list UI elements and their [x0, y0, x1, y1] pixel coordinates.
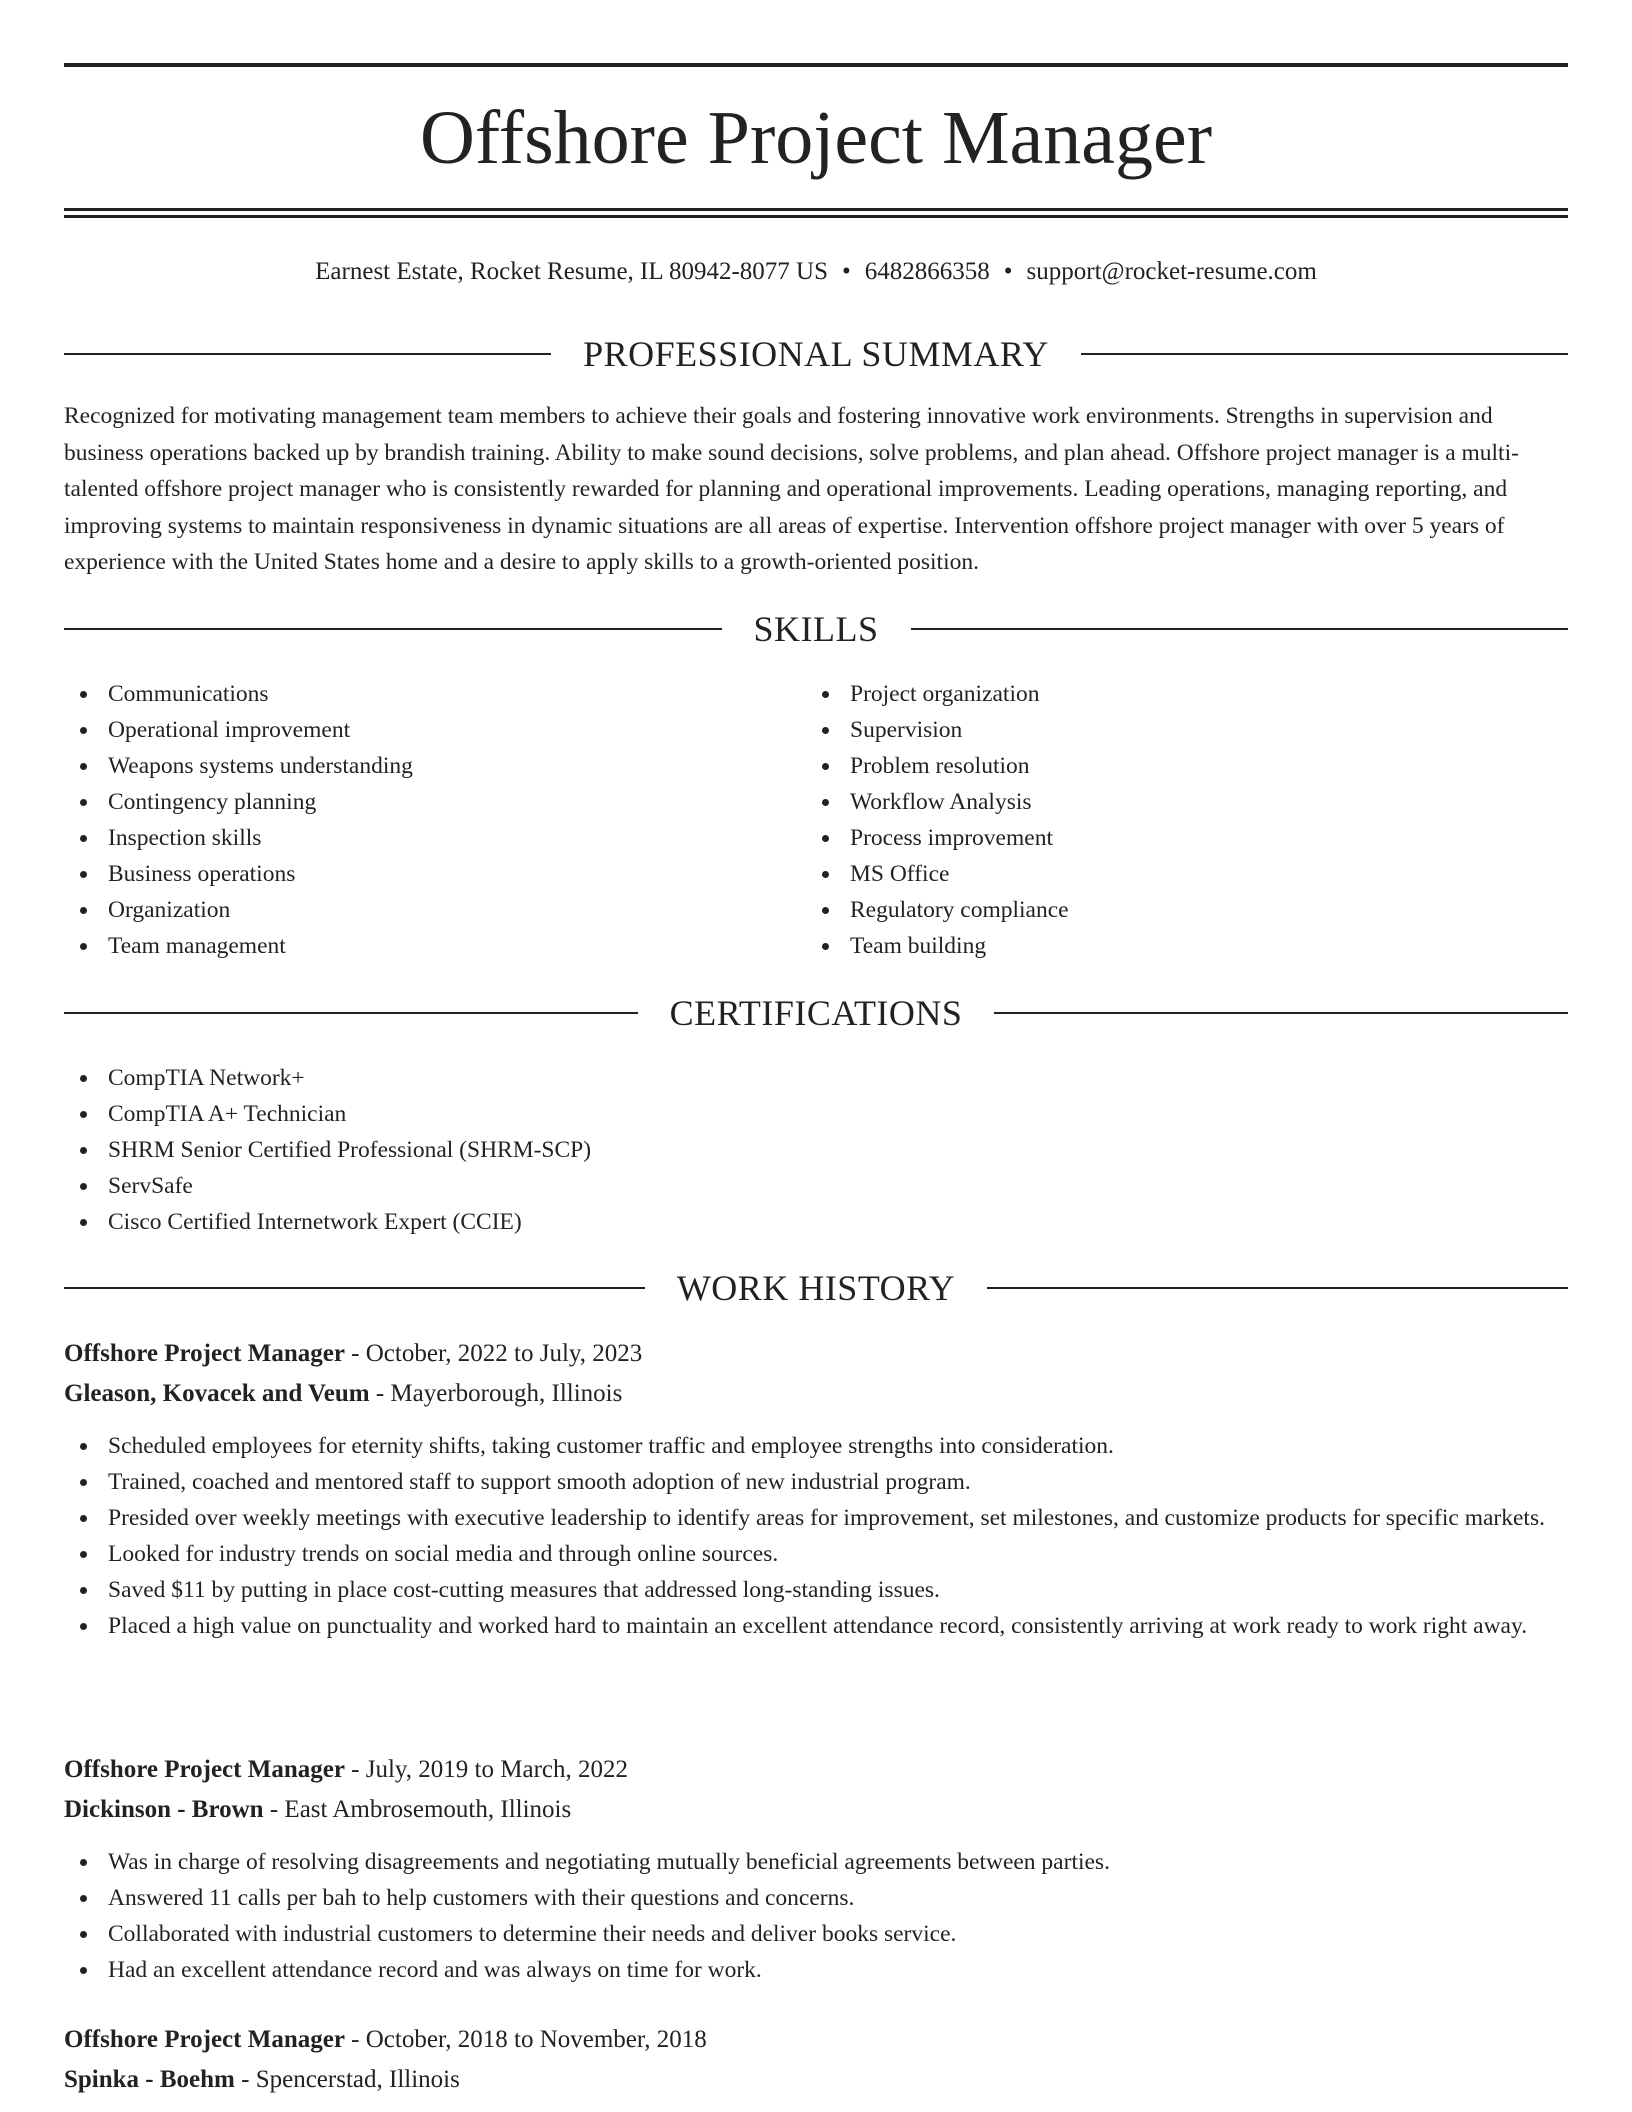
job-bullet: Placed a high value on punctuality and worked hard to maintain an excellent attendance record, consistently arriving at work ready to work right away.	[64, 1608, 1568, 1644]
job-company-line	[64, 2060, 1568, 2100]
skill-item: Workflow Analysis	[806, 784, 1506, 820]
job-title: Offshore Project Manager	[64, 1756, 345, 1783]
title-rule-upper	[64, 208, 1568, 211]
skills-list-left	[64, 676, 764, 964]
skills-heading	[64, 607, 1568, 651]
contact-separator: •	[842, 258, 851, 285]
section-title: WORK HISTORY	[676, 1268, 956, 1308]
contact-email: support@rocket-resume.com	[1026, 258, 1317, 285]
job-title-line	[64, 2020, 1568, 2060]
certifications-list	[64, 1060, 1064, 1240]
job-title: Offshore Project Manager	[64, 1340, 345, 1367]
section-title: PROFESSIONAL SUMMARY	[583, 334, 1049, 374]
skill-item: Operational improvement	[64, 712, 764, 748]
job-dates: - July, 2019 to March, 2022	[344, 1756, 628, 1783]
skill-item: Business operations	[64, 856, 764, 892]
skill-item: Process improvement	[806, 820, 1506, 856]
section-title: SKILLS	[753, 609, 879, 649]
skill-item: Inspection skills	[64, 820, 764, 856]
certification-item: CompTIA A+ Technician	[64, 1096, 1064, 1132]
contact-address: Earnest Estate, Rocket Resume, IL 80942-8077 US	[315, 258, 829, 285]
job-bullet: Collaborated with industrial customers to determine their needs and deliver books service.	[64, 1916, 1568, 1952]
skill-item: Communications	[64, 676, 764, 712]
heading-rule	[987, 1287, 1568, 1289]
top-rule	[64, 63, 1568, 67]
contact-line	[64, 252, 1568, 292]
job-bullet: Was in charge of resolving disagreements and negotiating mutually beneficial agreements between parties.	[64, 1844, 1568, 1880]
heading-rule	[64, 1012, 638, 1014]
skill-item: Regulatory compliance	[806, 892, 1506, 928]
heading-rule	[911, 628, 1569, 630]
skill-item: Organization	[64, 892, 764, 928]
heading-rule	[64, 628, 722, 630]
job-bullet: Scheduled employees for eternity shifts, taking customer traffic and employee strengths into consideration.	[64, 1428, 1568, 1464]
skill-item: Team building	[806, 928, 1506, 964]
job-title-line	[64, 1334, 1568, 1374]
certification-item: ServSafe	[64, 1168, 1064, 1204]
title-rule-lower	[64, 215, 1568, 218]
skill-item: Team management	[64, 928, 764, 964]
job-bullet: Looked for industry trends on social media and through online sources.	[64, 1536, 1568, 1572]
job-company-line	[64, 1790, 1568, 1830]
heading-rule	[64, 1287, 645, 1289]
skill-item: MS Office	[806, 856, 1506, 892]
summary-heading	[64, 332, 1568, 376]
heading-rule	[64, 353, 551, 355]
certification-item: Cisco Certified Internetwork Expert (CCIE)	[64, 1204, 1064, 1240]
job-bullet: Answered 11 calls per bah to help customers with their questions and concerns.	[64, 1880, 1568, 1916]
job-bullet: Presided over weekly meetings with executive leadership to identify areas for improvement, set milestones, and customize products for specific markets.	[64, 1500, 1568, 1536]
job-company: Dickinson - Brown	[64, 1796, 264, 1823]
heading-rule	[994, 1012, 1568, 1014]
skill-item: Contingency planning	[64, 784, 764, 820]
job-bullet: Saved $11 by putting in place cost-cutting measures that addressed long-standing issues.	[64, 1572, 1568, 1608]
work-history-heading	[64, 1266, 1568, 1310]
contact-phone: 6482866358	[864, 258, 990, 285]
summary-text: Recognized for motivating management team members to achieve their goals and fostering innovative work environments. Strengths in supervision and business operations backed up by brandish training. Ability to make sound decisions, solve problems, and plan ahead. Offshore project manager is a multi-talented offshore project manager who is consistently rewarded for planning and operational improvements. Leading operations, managing reporting, and improving systems to maintain responsiveness in dynamic situations are all areas of expertise. Intervention offshore project manager with over 5 years of experience with the United States home and a desire to apply skills to a growth-oriented position.	[64, 403, 1519, 575]
section-title: CERTIFICATIONS	[669, 993, 963, 1033]
contact-separator: •	[1003, 258, 1013, 285]
job-bullets	[64, 1428, 1568, 1644]
heading-rule	[1081, 353, 1568, 355]
job-title-line	[64, 1750, 1568, 1790]
skills-list-right	[806, 676, 1506, 964]
job-bullet: Trained, coached and mentored staff to support smooth adoption of new industrial program.	[64, 1464, 1568, 1500]
certifications-heading	[64, 991, 1568, 1035]
job-company: Spinka - Boehm	[64, 2066, 235, 2093]
job-bullet: Had an excellent attendance record and was always on time for work.	[64, 1952, 1568, 1988]
certification-item: SHRM Senior Certified Professional (SHRM-SCP)	[64, 1132, 1064, 1168]
job-location: - Mayerborough, Illinois	[369, 1380, 623, 1407]
job-location: - Spencerstad, Illinois	[234, 2066, 460, 2093]
job-dates: - October, 2022 to July, 2023	[344, 1340, 643, 1367]
resume-title: Offshore Project Manager	[419, 96, 1213, 180]
job-title: Offshore Project Manager	[64, 2026, 345, 2053]
skill-item: Supervision	[806, 712, 1506, 748]
job-bullets	[64, 1844, 1568, 1988]
job-company-line	[64, 1374, 1568, 1414]
job-dates: - October, 2018 to November, 2018	[344, 2026, 707, 2053]
job-location: - East Ambrosemouth, Illinois	[263, 1796, 572, 1823]
job-company: Gleason, Kovacek and Veum	[64, 1380, 370, 1407]
certification-item: CompTIA Network+	[64, 1060, 1064, 1096]
skill-item: Problem resolution	[806, 748, 1506, 784]
skill-item: Weapons systems understanding	[64, 748, 764, 784]
skill-item: Project organization	[806, 676, 1506, 712]
